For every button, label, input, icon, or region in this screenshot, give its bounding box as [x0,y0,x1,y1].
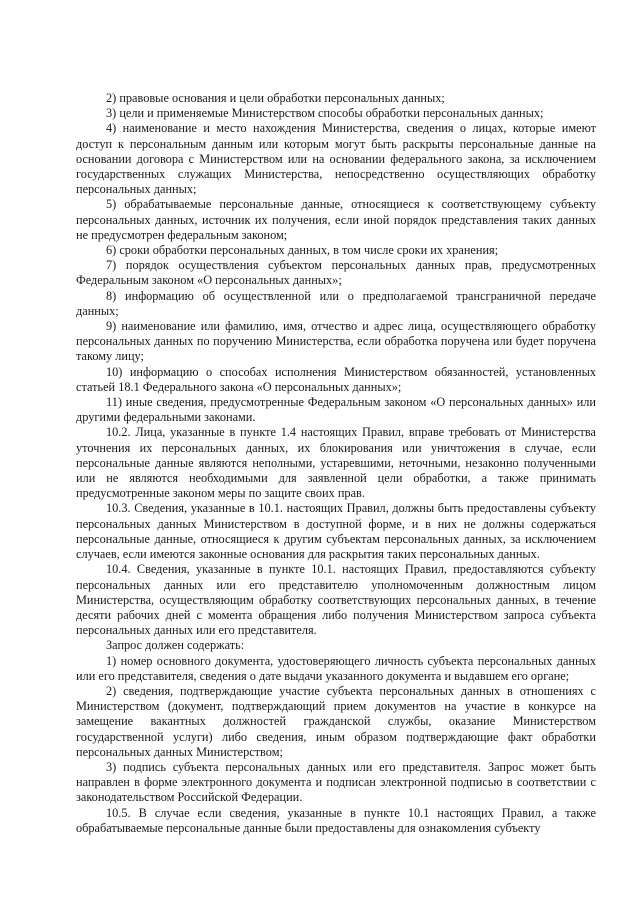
paragraph: 3) цели и применяемые Министерством способы обработки персональных данных; [106,106,544,121]
paragraph: 3) подпись субъекта персональных данных или его представителя. Запрос может быть направлен в форме электронного документа и подписан электронной подписью в соответствии с законодательством Российской Федерации. [76,759,596,805]
paragraph: 10.5. В случае если сведения, указанные в пункте 10.1 настоящих Правил, а также обрабатываемые персональные данные были предоставлены для ознакомления субъекту [76,805,596,835]
paragraph: 10.2. Лица, указанные в пункте 1.4 настоящих Правил, вправе требовать от Министерства уточнения их персональных данных, их блокирования или уничтожения в случае, если персональные данные являются неполными, устаревшими, неточными, незаконно полученными или не являются необходимыми для заявленной цели обработки, а также принимать предусмотренные законом меры по защите своих прав. [76,425,596,501]
paragraph: 2) сведения, подтверждающие участие субъекта персональных данных в отношениях с Министерством (документ, подтверждающий прием документов на участие в конкурсе на замещение вакантных должностей гражданской службы, оказание Министерством государственной услуги) либо сведения, иным образом подтверждающие факт обработки персональных данных Министерством; [76,683,596,759]
document-page [76,91,596,836]
paragraph: 4) наименование и место нахождения Министерства, сведения о лицах, которые имеют доступ к персональным данным или которым могут быть раскрыты персональные данные на основании договора с Министерством или на основании федерального закона, за исключением государственных служащих Министерства, непосредственно осуществляющих обработку персональных данных; [76,121,596,197]
paragraph: 9) наименование или фамилию, имя, отчество и адрес лица, осуществляющего обработку персональных данных по поручению Министерства, если обработка поручена или будет поручена такому лицу; [76,319,596,364]
paragraph: 1) номер основного документа, удостоверяющего личность субъекта персональных данных или его представителя, сведения о дате выдачи указанного документа и выдавшем его органе; [76,653,596,683]
paragraph: 10.4. Сведения, указанные в пункте 10.1. настоящих Правил, предоставляются субъекту персональных данных или его представителю уполномоченным должностным лицом Министерства, осуществляющим обработку соответствующих персональных данных, в течение десяти рабочих дней с момента обращения либо получения Министерством запроса субъекта персональных данных или его представителя. [76,562,596,638]
paragraph: 5) обрабатываемые персональные данные, относящиеся к соответствующему субъекту персональных данных, источник их получения, если иной порядок представления таких данных не предусмотрен федеральным законом; [76,197,596,242]
paragraph: 10.3. Сведения, указанные в 10.1. настоящих Правил, должны быть предоставлены субъекту персональных данных Министерством в доступной форме, и в них не должны содержаться персональные данные, относящиеся к другим субъектам персональных данных, за исключением случаев, если имеются законные основания для раскрытия таких персональных данных. [76,501,596,562]
paragraph: 7) порядок осуществления субъектом персональных данных прав, предусмотренных Федеральным законом «О персональных данных»; [76,258,596,288]
paragraph: 11) иные сведения, предусмотренные Федеральным законом «О персональных данных» или другими федеральными законами. [76,395,596,425]
paragraph: 8) информацию об осуществленной или о предполагаемой трансграничной передаче данных; [76,288,596,318]
paragraph: 10) информацию о способах исполнения Министерством обязанностей, установленных статьей 18.1 Федерального закона «О персональных данных»; [76,364,596,394]
paragraph: 6) сроки обработки персональных данных, в том числе сроки их хранения; [106,243,499,258]
paragraph: 2) правовые основания и цели обработки персональных данных; [106,91,445,105]
paragraph: Запрос должен содержать: [106,638,245,653]
